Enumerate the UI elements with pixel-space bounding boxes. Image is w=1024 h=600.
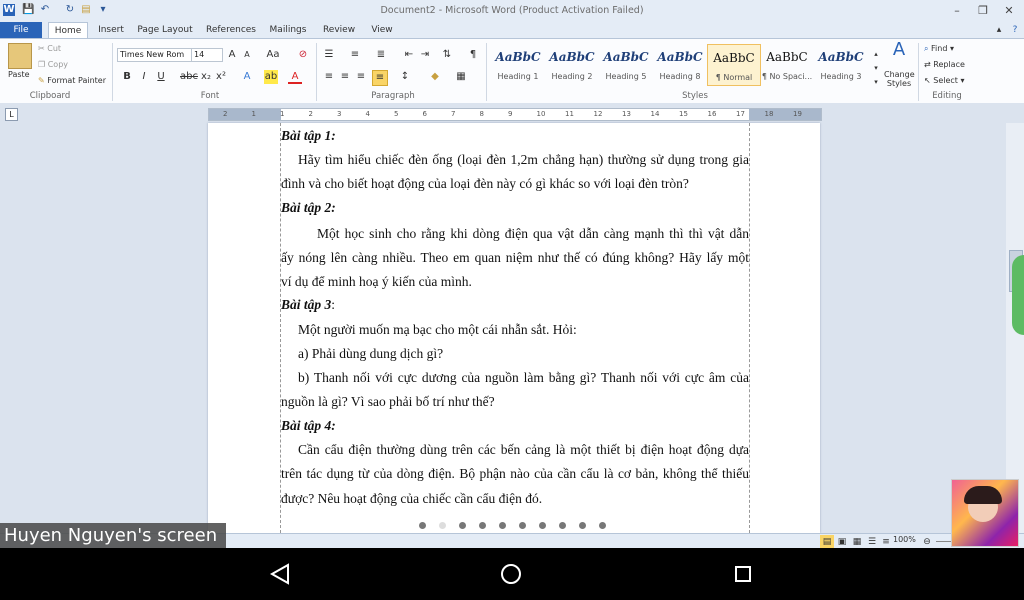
- ruler-tick-label: 15: [679, 110, 688, 118]
- style-normal[interactable]: [707, 44, 761, 86]
- home-icon[interactable]: [496, 561, 526, 587]
- style-name: ¶ Normal: [715, 73, 753, 82]
- style-sample: AaBbC: [713, 51, 755, 65]
- style-name: Heading 3: [820, 72, 862, 81]
- styles-more-icon[interactable]: ▾: [874, 78, 878, 86]
- screen-share-label: Huyen Nguyen's screen: [0, 523, 226, 548]
- align-left-icon[interactable]: ≡: [324, 71, 334, 82]
- highlight-icon[interactable]: ab: [264, 71, 278, 82]
- style-sample: AaBbC: [495, 50, 541, 64]
- page-dot[interactable]: [579, 522, 586, 529]
- minimize-button[interactable]: –: [954, 4, 960, 17]
- group-divider: [316, 43, 317, 101]
- paragraph-line[interactable]: Hãy tìm hiểu chiếc đèn ống (loại đèn 1,2m chẳng hạn) thường sử dụng trong gia: [298, 152, 749, 167]
- font-size-combo[interactable]: 14: [191, 48, 223, 62]
- paragraph-group-label: Paragraph: [371, 91, 415, 101]
- hair-shape: [964, 486, 1002, 504]
- style-sample: AaBbC: [549, 50, 595, 64]
- show-marks-icon[interactable]: ¶: [469, 49, 477, 60]
- page-dot[interactable]: [539, 522, 546, 529]
- line-spacing-icon[interactable]: ↕: [400, 71, 410, 82]
- open-folder-icon[interactable]: ▤: [81, 4, 91, 15]
- paragraph-line[interactable]: trên tác dụng từ của dòng điện. Bộ phận nào của cần cẩu là cơ bản, không thể thiếu: [281, 466, 749, 481]
- group-divider: [112, 43, 113, 101]
- heading-text: Bài tập 1:: [281, 128, 336, 143]
- tab-insert[interactable]: Insert: [98, 25, 124, 35]
- ruler-tick-label: 7: [451, 110, 456, 118]
- exercise-heading[interactable]: [281, 416, 749, 436]
- ruler-tick-label: 12: [593, 110, 603, 118]
- ribbon: [0, 38, 1024, 104]
- shading-icon[interactable]: ◆: [431, 71, 439, 82]
- tab-view[interactable]: View: [371, 25, 393, 35]
- clear-formatting-icon[interactable]: ⊘: [298, 49, 308, 60]
- styles-scroll-down-icon[interactable]: ▾: [874, 64, 878, 72]
- ruler-tick-label: 1: [280, 110, 285, 118]
- android-navigation-bar: [0, 548, 1024, 600]
- italic-icon[interactable]: I: [142, 71, 146, 82]
- window-title: Document2 - Microsoft Word (Product Activation Failed): [380, 5, 644, 16]
- zoom-level[interactable]: 100%: [893, 535, 916, 544]
- ruler-tick-label: 13: [622, 110, 631, 118]
- document-page[interactable]: [208, 123, 820, 533]
- participant-video-thumbnail[interactable]: [951, 479, 1019, 547]
- side-panel-handle[interactable]: [1012, 255, 1024, 335]
- ruler-tick-label: 1: [251, 110, 256, 118]
- cut-label: Cut: [47, 44, 62, 53]
- increase-indent-icon[interactable]: ⇥: [420, 49, 430, 60]
- heading-text: Bài tập 4:: [281, 418, 336, 433]
- font-color-icon[interactable]: A: [288, 70, 302, 84]
- tab-references[interactable]: References: [205, 25, 256, 35]
- style-name: Heading 8: [659, 72, 701, 81]
- print-layout-view-icon[interactable]: ▤: [820, 535, 834, 549]
- paragraph-line[interactable]: nguồn là gì? Vì sao phải bố trí như thế?: [281, 394, 495, 409]
- web-layout-view-icon[interactable]: ▦: [852, 537, 862, 547]
- horizontal-ruler[interactable]: [208, 108, 822, 121]
- heading-text: Bài tập 3: [281, 297, 332, 312]
- superscript-icon[interactable]: x²: [216, 71, 226, 82]
- ruler-tick-label: 10: [536, 110, 546, 118]
- clipboard-group-label: Clipboard: [29, 91, 71, 101]
- replace-button[interactable]: [924, 60, 965, 69]
- redo-icon[interactable]: ↻: [65, 4, 75, 15]
- ruler-tick-label: 5: [394, 110, 399, 118]
- tab-home[interactable]: Home: [48, 22, 88, 39]
- full-screen-view-icon[interactable]: ▣: [837, 537, 847, 547]
- editing-group-label: Editing: [932, 91, 962, 101]
- style-sample: AaBbC: [766, 50, 808, 64]
- ribbon-tabs: [0, 22, 1024, 38]
- bullets-icon[interactable]: ☰: [324, 49, 334, 60]
- change-styles-icon[interactable]: A: [892, 39, 906, 60]
- style-heading-5[interactable]: [600, 44, 652, 84]
- style-sample: AaBbC: [818, 50, 864, 64]
- style-name: Heading 5: [605, 72, 647, 81]
- underline-icon[interactable]: U: [157, 71, 165, 82]
- shrink-font-icon[interactable]: A: [244, 50, 250, 59]
- heading-text: Bài tập 2:: [281, 200, 336, 215]
- sort-icon[interactable]: ⇅: [442, 49, 452, 60]
- recent-apps-icon[interactable]: [728, 561, 758, 587]
- exercise-heading[interactable]: [281, 198, 749, 218]
- find-label: Find: [931, 44, 948, 53]
- change-styles-label[interactable]: Change Styles: [884, 70, 915, 88]
- paragraph-line[interactable]: được? Nêu hoạt động của chiếc cần cẩu điện đó.: [281, 491, 543, 506]
- replace-icon: ⇄: [924, 60, 931, 69]
- minimize-ribbon-icon[interactable]: ▴: [996, 25, 1002, 35]
- tab-page-layout[interactable]: Page Layout: [137, 25, 193, 35]
- style-sample: AaBbC: [603, 50, 649, 64]
- borders-icon[interactable]: ▦: [456, 71, 466, 82]
- group-divider: [486, 43, 487, 101]
- multilevel-list-icon[interactable]: ≣: [376, 49, 386, 60]
- ruler-tick-label: 6: [422, 110, 427, 118]
- ruler-tick-label: 9: [508, 110, 513, 118]
- heading-suffix: :: [331, 297, 336, 312]
- draft-view-icon[interactable]: ≡: [882, 537, 890, 547]
- ruler-tick-label: 14: [650, 110, 660, 118]
- page-dot[interactable]: [559, 522, 566, 529]
- help-icon[interactable]: ?: [1012, 25, 1018, 35]
- numbering-icon[interactable]: ≡: [350, 49, 360, 60]
- left-gutter: [0, 123, 10, 533]
- strikethrough-icon[interactable]: abc: [180, 71, 198, 82]
- ruler-tick-label: 8: [479, 110, 484, 118]
- subscript-icon[interactable]: x₂: [201, 71, 211, 82]
- select-icon: ↖: [924, 76, 931, 85]
- paragraph-line[interactable]: ấy nóng lên càng nhiều. Theo em quan niệm như thế có đúng không? Hãy lấy một: [281, 250, 749, 265]
- page-indicator: [415, 522, 615, 532]
- close-button[interactable]: ✕: [1004, 4, 1014, 17]
- paragraph-line[interactable]: ví dụ để minh hoạ ý kiến của mình.: [281, 274, 472, 289]
- group-divider: [918, 43, 919, 101]
- outline-view-icon[interactable]: ☰: [867, 537, 877, 547]
- select-button[interactable]: ↖ Select ▾: [924, 76, 965, 85]
- font-group-label: Font: [200, 91, 220, 101]
- style-heading-3[interactable]: [815, 44, 867, 84]
- align-right-icon[interactable]: ≡: [356, 71, 366, 82]
- copy-label: Copy: [47, 60, 69, 69]
- paragraph-line[interactable]: Một học sinh cho rằng khi dòng điện qua vật dẫn càng mạnh thì thì vật dẫn: [317, 226, 749, 241]
- ruler-tick-label: 3: [337, 110, 342, 118]
- tab-mailings[interactable]: Mailings: [269, 25, 307, 35]
- paste-icon[interactable]: [8, 43, 32, 69]
- paragraph-line[interactable]: Một người muốn mạ bạc cho một cái nhẫn sắt. Hỏi:: [298, 322, 577, 337]
- tab-selector-icon[interactable]: L: [5, 108, 18, 121]
- style-no-spacing[interactable]: [761, 44, 813, 84]
- copy-icon: ❐: [38, 60, 46, 69]
- justify-icon[interactable]: ≡: [372, 70, 388, 86]
- back-icon[interactable]: [266, 561, 296, 587]
- styles-scroll-up-icon[interactable]: ▴: [874, 50, 878, 58]
- tab-file[interactable]: File: [0, 22, 42, 38]
- style-heading-2[interactable]: [546, 44, 598, 84]
- change-case-icon[interactable]: Aa: [266, 49, 280, 60]
- page-dot[interactable]: [499, 522, 506, 529]
- ruler-tick-label: 18: [764, 110, 774, 118]
- align-center-icon[interactable]: ≡: [340, 71, 350, 82]
- text-effects-icon[interactable]: A: [243, 71, 251, 82]
- paragraph-line[interactable]: b) Thanh nối với cực dương của nguồn làm bằng gì? Thanh nối với cực âm của: [298, 370, 749, 385]
- bold-icon[interactable]: B: [123, 71, 131, 82]
- undo-icon[interactable]: ↶: [40, 4, 50, 15]
- style-sample: AaBbC: [657, 50, 703, 64]
- paragraph-line[interactable]: đình và cho biết hoạt động của loại đèn này có gì khác so với loại đèn tròn?: [281, 176, 689, 191]
- style-name: ¶ No Spaci...: [761, 72, 813, 81]
- ruler-tick-label: 4: [365, 110, 370, 118]
- paragraph-line[interactable]: Cần cẩu điện thường dùng trên các bến cảng là một thiết bị điện hoạt động dựa: [298, 442, 749, 457]
- decrease-indent-icon[interactable]: ⇤: [404, 49, 414, 60]
- cut-icon: ✂: [38, 44, 45, 53]
- exercise-heading[interactable]: [281, 126, 749, 146]
- style-name: Heading 1: [497, 72, 539, 81]
- format-painter-label: Format Painter: [47, 76, 106, 85]
- paste-label[interactable]: Paste: [8, 70, 30, 79]
- format-painter-button[interactable]: [38, 76, 106, 85]
- copy-button[interactable]: [38, 60, 68, 69]
- styles-group-label: Styles: [682, 91, 708, 101]
- exercise-heading[interactable]: [281, 295, 749, 315]
- save-icon[interactable]: 💾: [22, 4, 35, 15]
- ruler-tick-label: 11: [565, 110, 574, 118]
- style-heading-8[interactable]: [654, 44, 706, 84]
- replace-label: Replace: [933, 60, 965, 69]
- ruler-tick-label: 2: [308, 110, 313, 118]
- page-dot[interactable]: [419, 522, 426, 529]
- page-dot[interactable]: [459, 522, 466, 529]
- ruler-left-margin: [209, 109, 281, 120]
- cut-button[interactable]: [38, 44, 61, 53]
- tab-review[interactable]: Review: [322, 25, 356, 35]
- find-icon: ⌕: [924, 44, 929, 53]
- customize-qat-icon[interactable]: ▾: [100, 4, 106, 15]
- ruler-tick-label: 19: [793, 110, 802, 118]
- zoom-out-icon[interactable]: ⊖: [923, 537, 931, 547]
- style-heading-1[interactable]: [492, 44, 544, 84]
- paragraph-line[interactable]: a) Phải dùng dung dịch gì?: [298, 346, 444, 361]
- document-body[interactable]: [280, 123, 750, 533]
- restore-button[interactable]: ❐: [978, 4, 988, 17]
- ruler-tick-label: 16: [707, 110, 717, 118]
- page-dot[interactable]: [439, 522, 446, 529]
- select-label: Select: [933, 76, 958, 85]
- page-dot[interactable]: [519, 522, 526, 529]
- ruler-right-margin: [749, 109, 821, 120]
- format-painter-icon: ✎: [38, 76, 45, 85]
- word-logo-icon: W: [3, 4, 15, 15]
- page-dot[interactable]: [479, 522, 486, 529]
- font-name-combo[interactable]: Times New Rom: [117, 48, 193, 62]
- ruler-tick-label: 17: [736, 110, 745, 118]
- ruler-tick-label: 2: [223, 110, 228, 118]
- find-button[interactable]: ⌕ Find ▾: [924, 44, 954, 53]
- title-bar: [0, 0, 1024, 22]
- page-dot[interactable]: [599, 522, 606, 529]
- style-name: Heading 2: [551, 72, 593, 81]
- grow-font-icon[interactable]: A: [228, 49, 236, 60]
